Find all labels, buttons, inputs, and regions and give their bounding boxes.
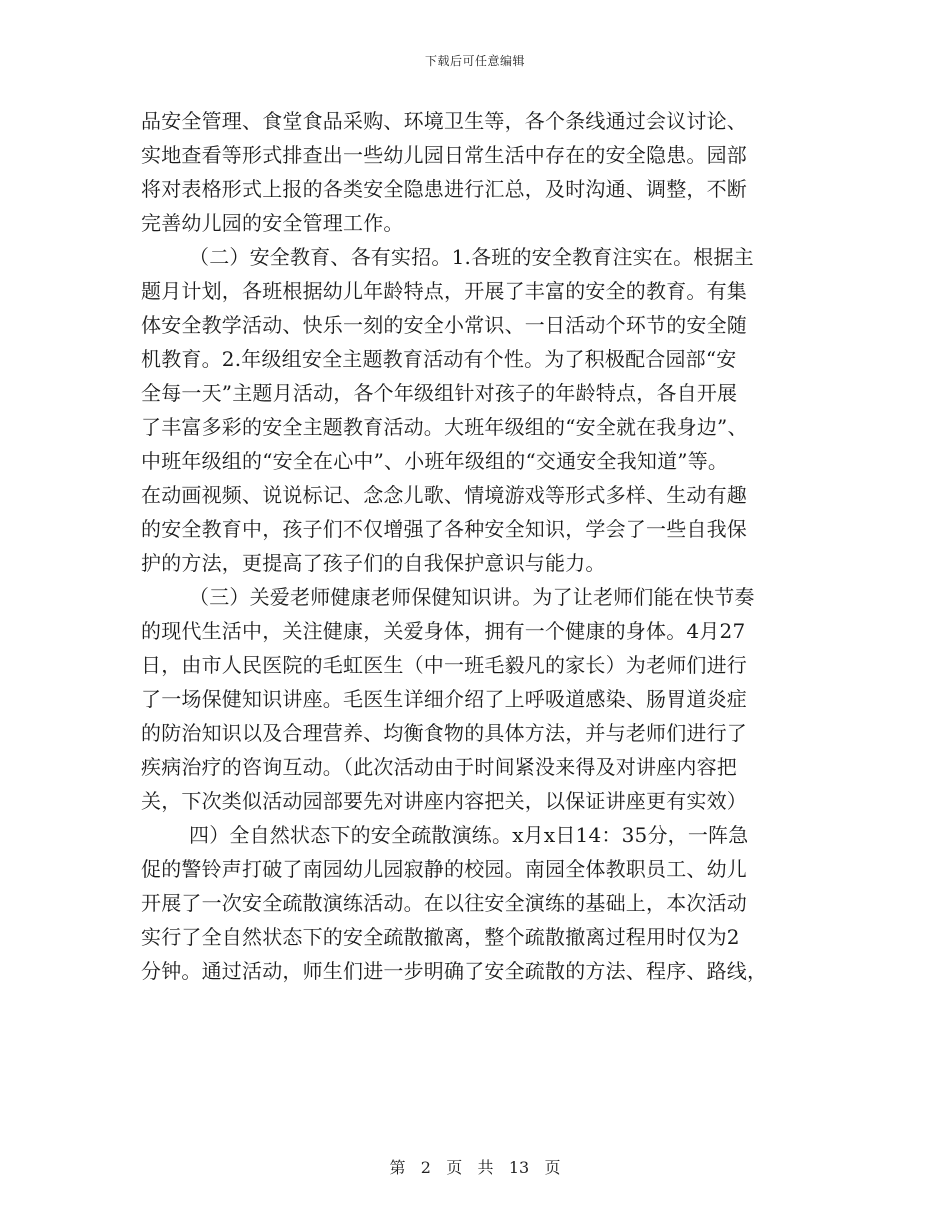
body-line: 的安全教育中，孩子们不仅增强了各种安全知识，学会了一些自我保 xyxy=(141,517,747,541)
body-line: 的现代生活中，关注健康，关爱身体，拥有一个健康的身体。4月27 xyxy=(141,619,746,643)
footer-page-number: 2 xyxy=(420,1158,431,1177)
footer-di: 第 xyxy=(389,1158,406,1177)
body-line: 将对表格形式上报的各类安全隐患进行汇总，及时沟通、调整，不断 xyxy=(141,177,747,201)
body-line: 了丰富多彩的安全主题教育活动。大班年级组的“安全就在我身边”、 xyxy=(141,415,748,439)
body-line: 全每一天”主题月活动，各个年级组针对孩子的年龄特点，各自开展 xyxy=(141,381,738,405)
body-line: 开展了一次安全疏散演练活动。在以往安全演练的基础上，本次活动 xyxy=(141,891,747,915)
paragraph-start-line: （三）关爱老师健康老师保健知识讲。为了让老师们能在快节奏 xyxy=(189,585,755,609)
body-line: 分钟。通过活动，师生们进一步明确了安全疏散的方法、程序、路线， xyxy=(141,959,768,983)
body-line: 日，由市人民医院的毛虹医生（中一班毛毅凡的家长）为老师们进行 xyxy=(141,653,747,677)
footer-gong: 共 xyxy=(477,1158,494,1177)
footer-total-pages: 13 xyxy=(508,1158,530,1177)
body-line: 促的警铃声打破了南园幼儿园寂静的校园。南园全体教职员工、幼儿 xyxy=(141,857,747,881)
body-line: 实行了全自然状态下的安全疏散撤离，整个疏散撤离过程用时仅为2 xyxy=(141,925,740,949)
body-line: 体安全教学活动、快乐一刻的安全小常识、一日活动个环节的安全随 xyxy=(141,313,747,337)
body-line: 品安全管理、食堂食品采购、环境卫生等，各个条线通过会议讨论、 xyxy=(141,109,747,133)
footer-ye: 页 xyxy=(446,1158,463,1177)
body-line: 中班年级组的“安全在心中”、小班年级组的“交通安全我知道”等。 xyxy=(141,449,729,473)
paragraph-start-line: 四）全自然状态下的安全疏散演练。x月x日14：35分，一阵急 xyxy=(189,823,749,847)
page-footer xyxy=(0,1155,950,1178)
document-body xyxy=(141,104,806,988)
body-line: 护的方法，更提高了孩子们的自我保护意识与能力。 xyxy=(141,551,606,575)
body-line: 在动画视频、说说标记、念念儿歌、情境游戏等形式多样、生动有趣 xyxy=(141,483,747,507)
body-line: 完善幼儿园的安全管理工作。 xyxy=(141,211,404,235)
body-line: 疾病治疗的咨询互动。（此次活动由于时间紧没来得及对讲座内容把 xyxy=(141,755,737,779)
body-line: 关，下次类似活动园部要先对讲座内容把关，以保证讲座更有实效） xyxy=(141,789,747,813)
body-line: 实地查看等形式排查出一些幼儿园日常生活中存在的安全隐患。园部 xyxy=(141,143,747,167)
page-header-note: 下载后可任意编辑 xyxy=(424,54,525,68)
footer-ye-end: 页 xyxy=(544,1158,561,1177)
body-line: 题月计划，各班根据幼儿年龄特点，开展了丰富的安全的教育。有集 xyxy=(141,279,747,303)
body-line: 了一场保健知识讲座。毛医生详细介绍了上呼吸道感染、肠胃道炎症 xyxy=(141,687,747,711)
body-line: 的防治知识以及合理营养、均衡食物的具体方法，并与老师们进行了 xyxy=(141,721,747,745)
paragraph-start-line: （二）安全教育、各有实招。1.各班的安全教育注实在。根据主 xyxy=(189,245,754,269)
body-line: 机教育。2.年级组安全主题教育活动有个性。为了积极配合园部“安 xyxy=(141,347,737,371)
